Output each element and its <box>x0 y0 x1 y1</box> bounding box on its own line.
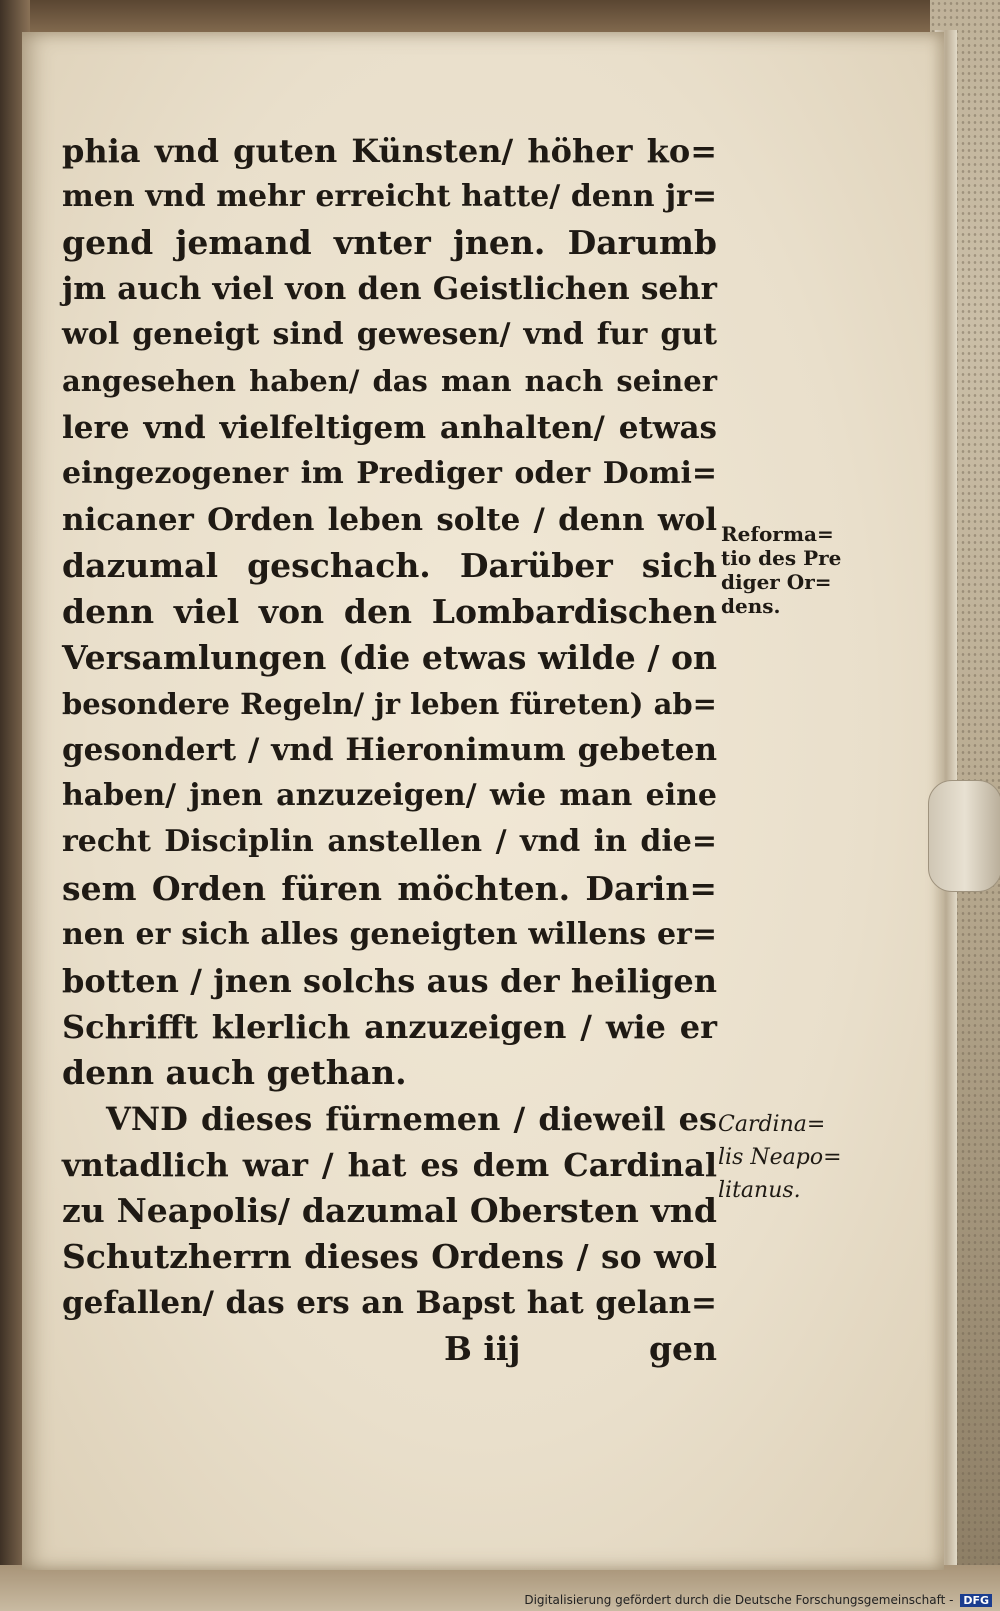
text-line: haben/ jnen anzuzeigen/ wie man eine <box>62 778 717 814</box>
text-line: eingezogener im Prediger oder Domi= <box>62 455 717 491</box>
text-line: gesondert / vnd Hieronimum gebeten <box>62 732 717 769</box>
text-line: Schutzherrn dieses Ordens / so wol <box>62 1237 717 1277</box>
dfg-logo-icon: DFG <box>960 1594 992 1607</box>
marginal-line: dens. <box>721 594 781 618</box>
marginal-line: Reforma= <box>721 522 834 546</box>
text-line: gefallen/ das ers an Bapst hat gelan= <box>62 1285 717 1322</box>
marginal-note-cardinalis <box>718 1108 858 1207</box>
text-line: zu Neapolis/ dazumal Obersten vnd <box>62 1191 717 1231</box>
text-line: angesehen haben/ das man nach seiner <box>62 364 717 399</box>
text-line: men vnd mehr erreicht hatte/ denn jr= <box>62 179 717 215</box>
text-line: Schrifft klerlich anzuzeigen / wie er <box>62 1007 717 1046</box>
main-text-block <box>62 128 717 1373</box>
signature-line <box>62 1326 717 1372</box>
text-line: lere vnd vielfeltigem anhalten/ etwas <box>62 409 717 446</box>
page-clip <box>928 780 1000 892</box>
marginal-line: litanus. <box>718 1178 801 1203</box>
text-line: denn viel von den Lombardischen <box>62 591 717 631</box>
text-line: nen er sich alles geneigten willens er= <box>62 916 717 952</box>
text-line: sem Orden füren möchten. Darin= <box>62 868 717 908</box>
text-line: phia vnd guten Künsten/ höher ko= <box>62 132 717 170</box>
text-line: gend jemand vnter jnen. Darumb <box>62 223 717 263</box>
text-line: besondere Regeln/ jr leben füreten) ab= <box>62 687 717 722</box>
text-line: botten / jnen solchs aus der heiligen <box>62 961 717 1000</box>
credit-text: Digitalisierung gefördert durch die Deutsche Forschungsgemeinschaft - <box>524 1593 954 1607</box>
marginal-line: lis Neapo= <box>718 1145 842 1170</box>
text-line: VND dieses fürnemen / dieweil es <box>106 1099 717 1138</box>
text-line: jm auch viel von den Geistlichen sehr <box>62 271 717 308</box>
catchword: gen <box>648 1329 717 1369</box>
text-line: vntadlich war / hat es dem Cardinal <box>62 1146 717 1185</box>
signature-mark: B iij <box>444 1329 521 1369</box>
text-line: Versamlungen (die etwas wilde / on <box>62 638 717 678</box>
marginal-note-reformatio <box>721 522 861 618</box>
text-line: nicaner Orden leben solte / denn wol <box>62 501 717 538</box>
marginal-line: Cardina= <box>718 1112 826 1137</box>
marginal-line: tio des Pre <box>721 546 842 570</box>
text-line: denn auch gethan. <box>62 1052 407 1092</box>
marginal-line: diger Or= <box>721 570 832 594</box>
text-line: wol geneigt sind gewesen/ vnd fur gut <box>62 317 717 353</box>
text-line: recht Disciplin anstellen / vnd in die= <box>62 824 717 860</box>
text-line: dazumal geschach. Darüber sich <box>62 545 717 585</box>
digitization-credit <box>524 1593 992 1607</box>
